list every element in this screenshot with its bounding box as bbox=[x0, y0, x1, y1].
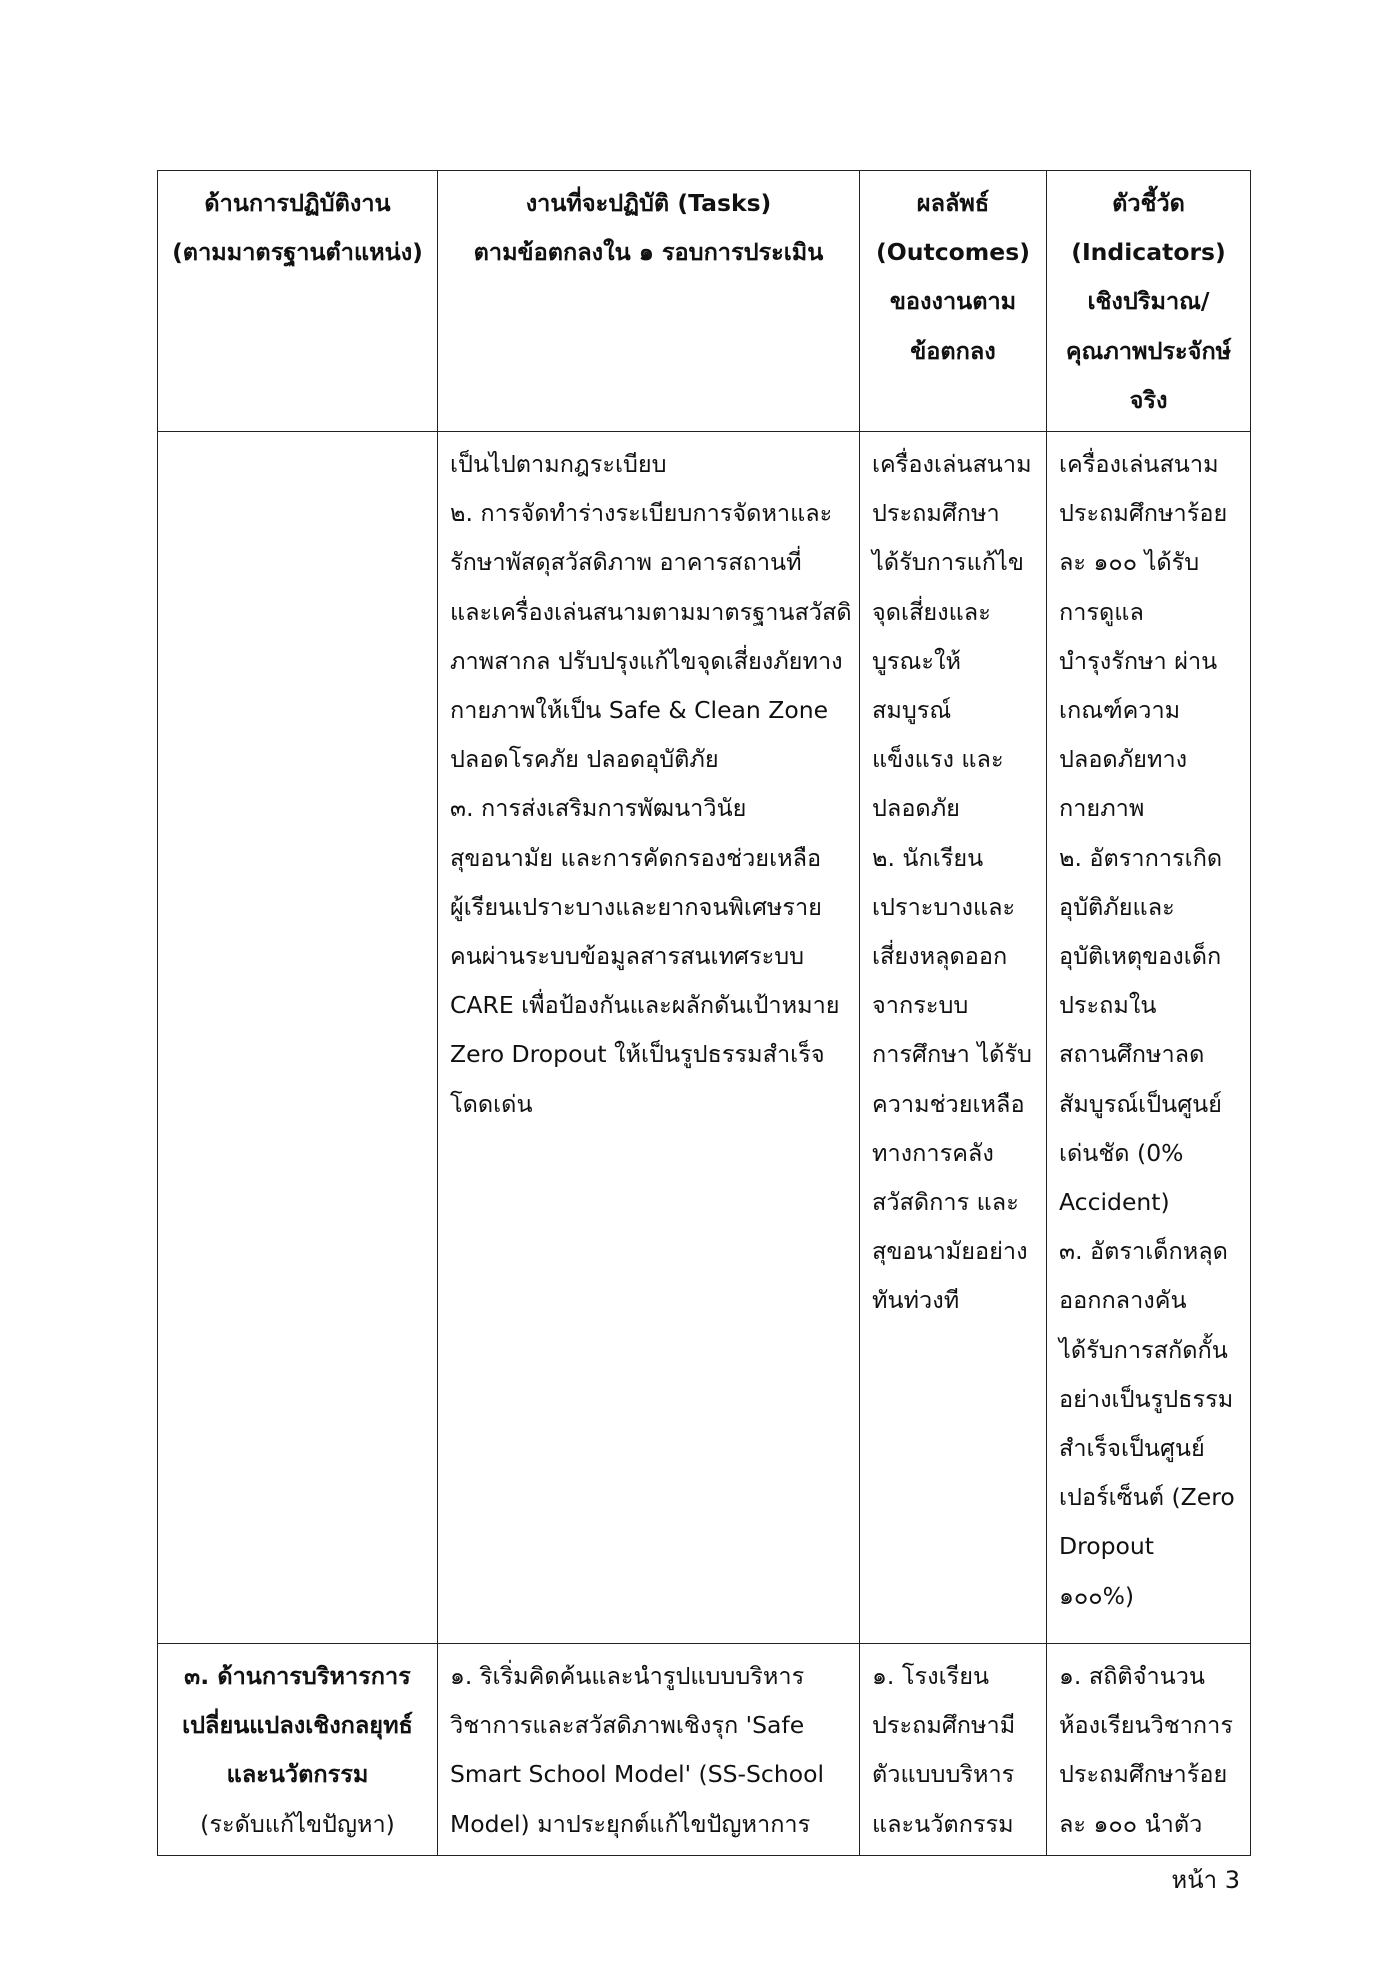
text-line: ข้อตกลง bbox=[910, 336, 996, 365]
text-line: โดดเด่น bbox=[450, 1089, 533, 1118]
text-line: สุขอนามัยอย่าง bbox=[872, 1237, 1028, 1266]
text-line: วิชาการและสวัสดิภาพเชิงรุก 'Safe bbox=[450, 1711, 805, 1740]
text-line: ของงานตาม bbox=[889, 287, 1017, 316]
text-line: ตัวชี้วัด bbox=[1112, 189, 1185, 217]
text-line: เปอร์เซ็นต์ (Zero bbox=[1059, 1483, 1235, 1512]
table-cell-performance-area bbox=[158, 1644, 438, 1856]
text-line: สถานศึกษาลด bbox=[1059, 1040, 1205, 1069]
text-line: ปลอดภัย bbox=[872, 794, 960, 823]
text-line: ทันท่วงที bbox=[872, 1286, 960, 1315]
text-line: อุบัติเหตุของเด็ก bbox=[1059, 942, 1222, 971]
text-line: Accident) bbox=[1059, 1188, 1170, 1217]
text-line: สวัสดิการ และ bbox=[872, 1188, 1019, 1217]
text-line: การดูแล bbox=[1059, 597, 1144, 626]
text-line: ประถมศึกษามี bbox=[872, 1711, 1016, 1740]
text-line: ละ ๑๐๐ ได้รับ bbox=[1059, 548, 1200, 577]
text-line: Model) มาประยุกต์แก้ไขปัญหาการ bbox=[450, 1809, 811, 1838]
text-line: คนผ่านระบบข้อมูลสารสนเทศระบบ bbox=[450, 942, 805, 971]
text-line: ผลลัพธ์ bbox=[916, 189, 990, 217]
text-line: ๒. การจัดทำร่างระเบียบการจัดหาและ bbox=[450, 499, 833, 528]
text-line: Dropout bbox=[1059, 1532, 1155, 1561]
text-line: ๓. ด้านการบริหารการ bbox=[184, 1662, 411, 1691]
table-cell-outcomes bbox=[860, 1644, 1047, 1856]
text-line: กายภาพให้เป็น Safe & Clean Zone bbox=[450, 696, 829, 725]
header-cell-performance-area bbox=[158, 171, 438, 432]
text-line: ประถมใน bbox=[1059, 991, 1157, 1020]
text-line: ตัวแบบบริหาร bbox=[872, 1760, 1015, 1789]
text-line: เด่นชัด (0% bbox=[1059, 1138, 1184, 1167]
header-cell-tasks bbox=[438, 171, 860, 432]
text-line: ๒. นักเรียน bbox=[872, 843, 984, 872]
text-line: เปลี่ยนแปลงเชิงกลยุทธ์ bbox=[182, 1711, 413, 1740]
text-line: เป็นไปตามกฎระเบียบ bbox=[450, 450, 667, 479]
text-line: ๑. สถิติจำนวน bbox=[1059, 1662, 1205, 1691]
text-line: อุบัติภัยและ bbox=[1059, 892, 1175, 921]
text-line: ด้านการปฏิบัติงาน bbox=[204, 189, 391, 217]
text-line: ๑. โรงเรียน bbox=[872, 1662, 990, 1691]
text-line: ห้องเรียนวิชาการ bbox=[1059, 1711, 1233, 1740]
table-cell-tasks bbox=[438, 432, 860, 1644]
text-line: ความช่วยเหลือ bbox=[872, 1089, 1025, 1118]
table-row bbox=[158, 432, 1251, 1644]
text-line: บำรุงรักษา ผ่าน bbox=[1059, 646, 1218, 675]
table-cell-performance-area bbox=[158, 432, 438, 1644]
text-line: ปลอดภัยทาง bbox=[1059, 745, 1188, 774]
cell-text bbox=[872, 440, 1034, 1326]
text-line: และนวัตกรรม bbox=[872, 1809, 1014, 1838]
cell-text bbox=[170, 1652, 425, 1849]
text-line: Smart School Model' (SS-School bbox=[450, 1760, 825, 1789]
table-cell-tasks bbox=[438, 1644, 860, 1856]
table-cell-outcomes bbox=[860, 432, 1047, 1644]
text-line: ประถมศึกษา bbox=[872, 499, 1000, 528]
text-line: สมบูรณ์ bbox=[872, 696, 952, 725]
cell-text bbox=[1059, 440, 1238, 1621]
text-line: จริง bbox=[1129, 385, 1168, 414]
text-line: ๒. อัตราการเกิด bbox=[1059, 843, 1223, 872]
section-level: (ระดับแก้ไขปัญหา) bbox=[200, 1809, 395, 1838]
text-line: ประถมศึกษาร้อย bbox=[1059, 1760, 1228, 1789]
text-line: Zero Dropout ให้เป็นรูปธรรมสำเร็จ bbox=[450, 1040, 825, 1069]
text-line: งานที่จะปฏิบัติ (Tasks) bbox=[525, 189, 772, 217]
text-line: เครื่องเล่นสนาม bbox=[1059, 450, 1219, 479]
section-title bbox=[170, 1652, 425, 1800]
text-line: อย่างเป็นรูปธรรม bbox=[1059, 1384, 1234, 1413]
text-line: แข็งแรง และ bbox=[872, 745, 1004, 774]
text-line: เกณฑ์ความ bbox=[1059, 696, 1181, 725]
text-line: ทางการคลัง bbox=[872, 1138, 994, 1167]
text-line: เสี่ยงหลุดออก bbox=[872, 942, 1008, 971]
text-line: ผู้เรียนเปราะบางและยากจนพิเศษราย bbox=[450, 892, 822, 921]
text-line: (ตามมาตรฐานตำแหน่ง) bbox=[172, 238, 423, 267]
text-line: การศึกษา ได้รับ bbox=[872, 1040, 1032, 1069]
text-line: ภาพสากล ปรับปรุงแก้ไขจุดเสี่ยงภัยทาง bbox=[450, 646, 843, 675]
table-header-row bbox=[158, 171, 1251, 432]
table-row bbox=[158, 1644, 1251, 1856]
header-text bbox=[1059, 179, 1238, 425]
cell-text bbox=[450, 1652, 847, 1849]
text-line: ได้รับการแก้ไข bbox=[872, 548, 1024, 577]
text-line: (Indicators) bbox=[1071, 238, 1226, 267]
text-line: ออกกลางคัน bbox=[1059, 1286, 1187, 1315]
text-line: จุดเสี่ยงและ bbox=[872, 597, 991, 626]
performance-agreement-table bbox=[157, 170, 1251, 1856]
text-line: ตามข้อตกลงใน ๑ รอบการประเมิน bbox=[473, 238, 824, 267]
header-text bbox=[170, 179, 425, 277]
text-line: เปราะบางและ bbox=[872, 892, 1016, 921]
header-text bbox=[872, 179, 1034, 376]
header-cell-outcomes bbox=[860, 171, 1047, 432]
text-line: ๓. การส่งเสริมการพัฒนาวินัย bbox=[450, 794, 747, 823]
text-line: ประถมศึกษาร้อย bbox=[1059, 499, 1228, 528]
text-line: จากระบบ bbox=[872, 991, 969, 1020]
table-cell-indicators bbox=[1047, 1644, 1251, 1856]
text-line: กายภาพ bbox=[1059, 794, 1145, 823]
text-line: ได้รับการสกัดกั้น bbox=[1059, 1335, 1228, 1364]
text-line: (Outcomes) bbox=[876, 238, 1030, 267]
text-line: ละ ๑๐๐ นำตัว bbox=[1059, 1809, 1203, 1838]
text-line: CARE เพื่อป้องกันและผลักดันเป้าหมาย bbox=[450, 991, 840, 1020]
header-cell-indicators bbox=[1047, 171, 1251, 432]
text-line: และเครื่องเล่นสนามตามมาตรฐานสวัสดิ bbox=[450, 597, 852, 626]
text-line: สำเร็จเป็นศูนย์ bbox=[1059, 1434, 1205, 1463]
cell-text bbox=[1059, 1652, 1238, 1849]
text-line: สัมบูรณ์เป็นศูนย์ bbox=[1059, 1089, 1222, 1118]
cell-text bbox=[872, 1652, 1034, 1849]
text-line: และนวัตกรรม bbox=[226, 1760, 369, 1789]
text-line: สุขอนามัย และการคัดกรองช่วยเหลือ bbox=[450, 843, 822, 872]
text-line: ๑. ริเริ่มคิดค้นและนำรูปแบบบริหาร bbox=[450, 1662, 805, 1691]
table-cell-indicators bbox=[1047, 432, 1251, 1644]
text-line: ปลอดโรคภัย ปลอดอุบัติภัย bbox=[450, 745, 719, 774]
cell-text bbox=[450, 440, 852, 1129]
text-line: ๓. อัตราเด็กหลุด bbox=[1059, 1237, 1228, 1266]
text-line: เชิงปริมาณ/ bbox=[1087, 287, 1210, 316]
text-line: เครื่องเล่นสนาม bbox=[872, 450, 1032, 479]
text-line: คุณภาพประจักษ์ bbox=[1065, 336, 1232, 365]
text-line: บูรณะให้ bbox=[872, 646, 961, 675]
header-text bbox=[450, 179, 847, 277]
text-line: ๑๐๐%) bbox=[1059, 1581, 1135, 1610]
page-number: หน้า 3 bbox=[1171, 1866, 1240, 1894]
text-line: รักษาพัสดุสวัสดิภาพ อาคารสถานที่ bbox=[450, 548, 802, 577]
